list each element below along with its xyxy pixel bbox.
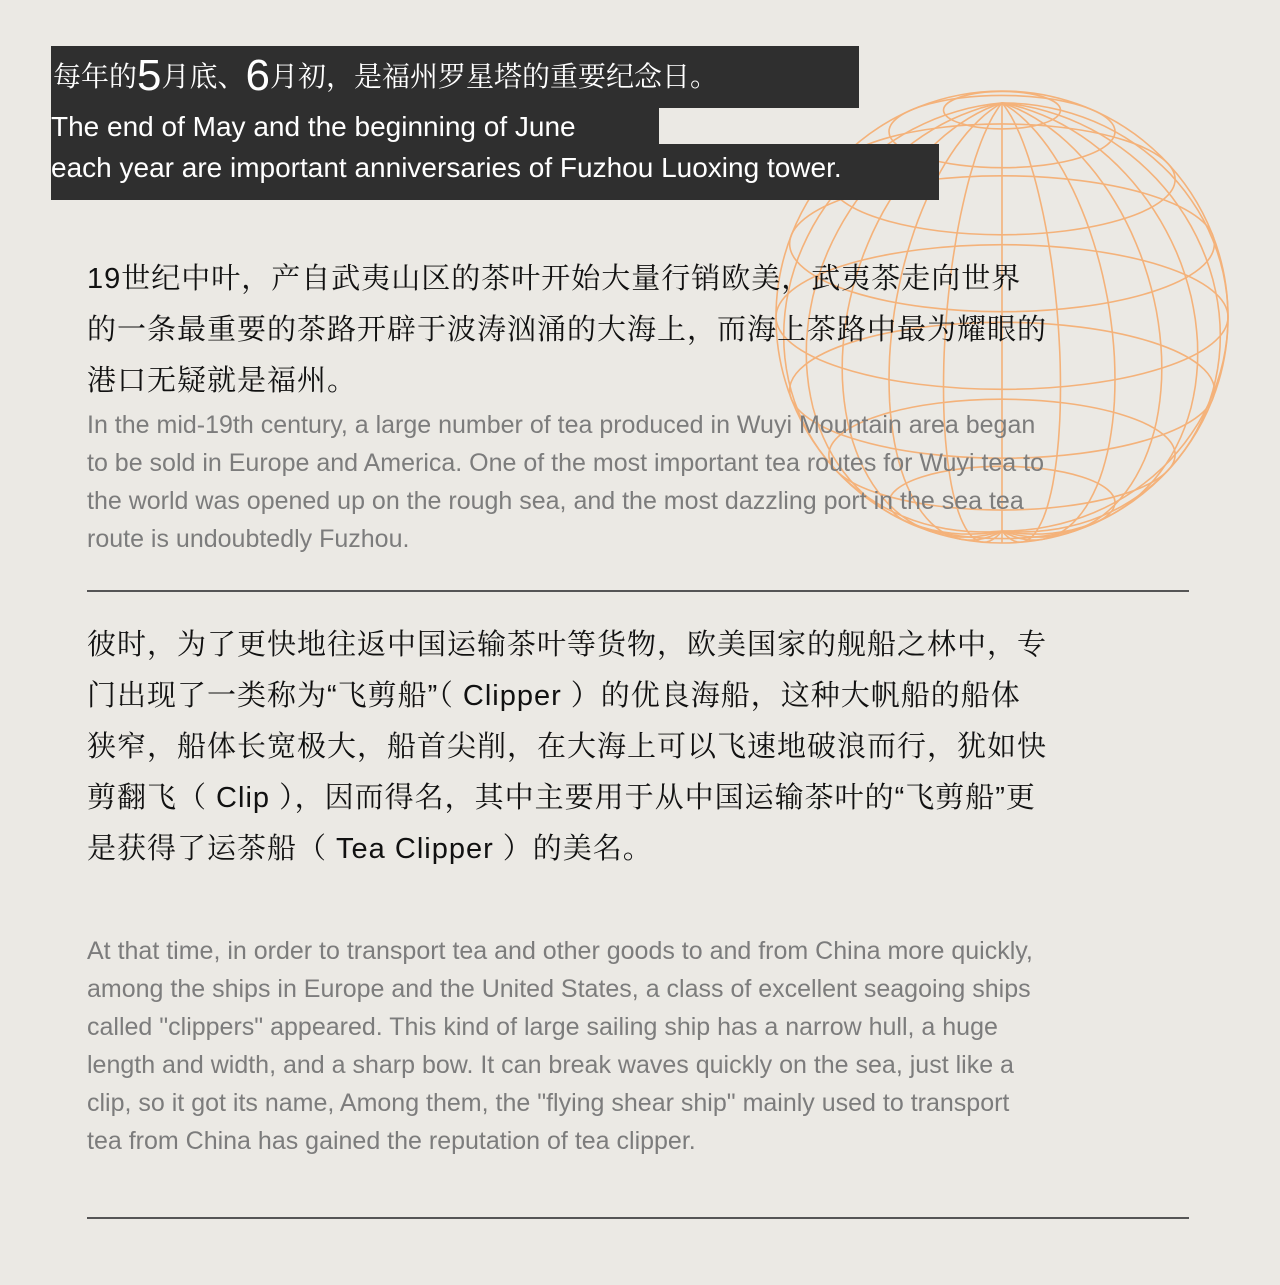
header-title-en-line1: The end of May and the beginning of June <box>51 108 659 146</box>
section2-english-paragraph: At that time, in order to transport tea and other goods to and from China more quickly, among the ships in Europe and the United States, a class of excellent seagoing ships called "clippers" appeared. This kind of large sailing ship has a narrow hull, a huge length and width, and a sharp bow. It can break waves quickly on the sea, just like a clip, so it got its name, Among them, the "flying shear ship" mainly used to transport tea from China has gained the reputation of tea clipper. <box>87 937 1033 1155</box>
section2-chinese-paragraph: 彼时，为了更快地往返中国运输茶叶等货物，欧美国家的舰船之林中，专门出现了一类称为“飞剪船”（ Clipper ）的优良海船，这种大帆船的船体狭窄，船体长宽极大，船首尖削，在大海上可以飞速地破浪而行，犹如快剪翻飞（ Clip ），因而得名，其中主要用于从中国运输茶叶的“飞剪船”更是获得了运茶船（ Tea Clipper ）的美名。 <box>87 629 1048 865</box>
header-title-en-line2: each year are important anniversaries of Fuzhou Luoxing tower. <box>51 144 939 200</box>
header-number-may: 5 <box>137 51 162 100</box>
header-number-june: 6 <box>245 51 270 100</box>
section-divider <box>87 1217 1189 1219</box>
header-text: 月底、 <box>161 61 246 92</box>
section1-english-paragraph: In the mid-19th century, a large number of tea produced in Wuyi Mountain area began to be sold in Europe and America. One of the most important tea routes for Wuyi tea to the world was opened up on the rough sea, and the most dazzling port in the sea tea route is undoubtedly Fuzhou. <box>87 411 1044 553</box>
header-text: 月初，是福州罗星塔的重要纪念日。 <box>270 61 719 92</box>
header-title-zh <box>51 46 859 108</box>
header-text: 每年的 <box>53 61 138 92</box>
header-banner <box>51 46 941 202</box>
section1-chinese-paragraph: 19世纪中叶，产自武夷山区的茶叶开始大量行销欧美，武夷茶走向世界的一条最重要的茶路开辟于波涛汹涌的大海上，而海上茶路中最为耀眼的港口无疑就是福州。 <box>87 263 1048 397</box>
section-divider <box>87 590 1189 592</box>
